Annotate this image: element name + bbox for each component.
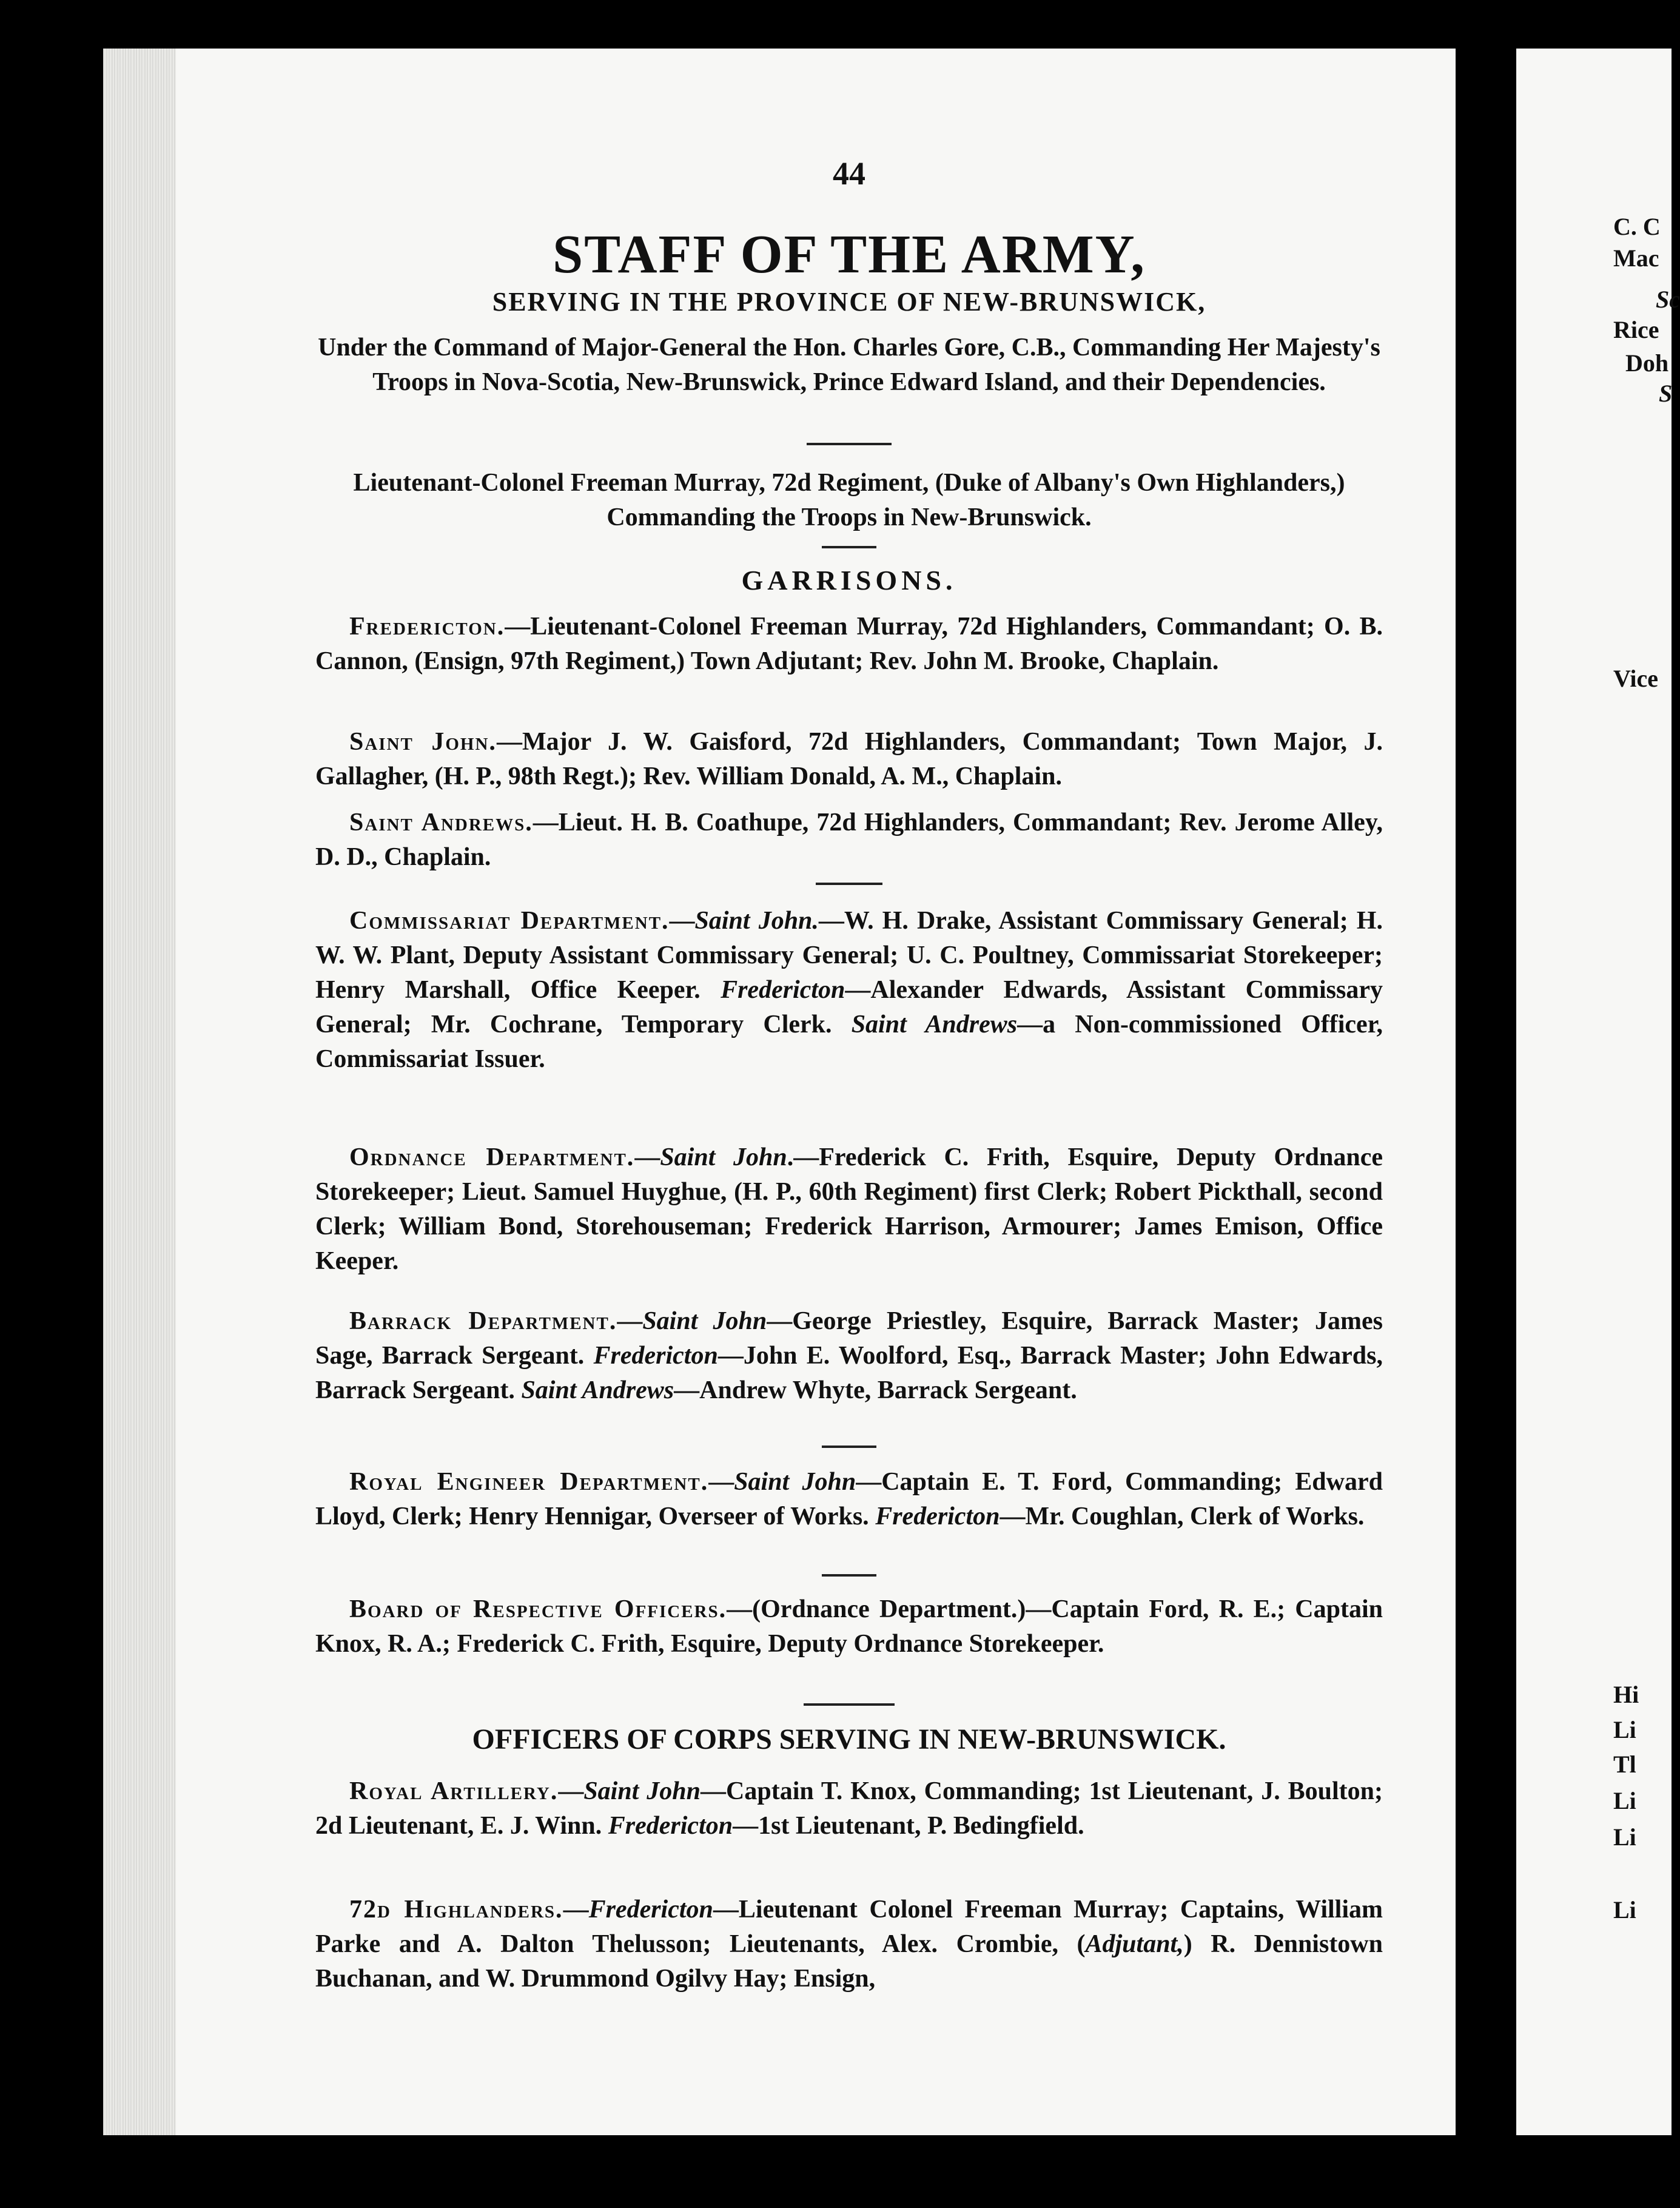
location: Saint John xyxy=(734,1468,856,1496)
location: Fredericton xyxy=(875,1503,1000,1530)
garrison-text: —Major J. W. Gaisford, 72d Highlanders, Commandant; Town Major, J. Gallagher, (H. P., 98th Regt.); Rev. William Donald, A. M., Chaplain. xyxy=(315,728,1383,790)
facing-text: Vice xyxy=(1613,665,1659,692)
location: Fredericton xyxy=(721,976,845,1004)
department-name: Board of Respective Officers. xyxy=(349,1595,727,1623)
department-name: Royal Engineer Department. xyxy=(349,1468,709,1496)
facing-text: Li xyxy=(1613,1787,1636,1814)
artillery-entry: Royal Artillery.—Saint John—Captain T. Knox, Commanding; 1st Lieutenant, J. Boulton; 2d Lieutenant, E. J. Winn. Fredericton—1st Lieutenant, P. Bedingfield. xyxy=(315,1777,1383,1840)
page-stack-edge xyxy=(103,49,176,2135)
facing-text: Mac xyxy=(1613,244,1659,272)
garrison-entry xyxy=(315,610,1383,679)
facing-text: Doh xyxy=(1625,349,1669,377)
divider xyxy=(807,443,892,445)
highlanders-entry: 72d Highlanders.—Fredericton—Lieutenant Colonel Freeman Murray; Captains, William Parke and A. Dalton Thelusson; Lieutenants, Alex. Crombie, (Adjutant,) R. Dennistown Buchanan, and W. Drummond Ogilvy Hay; Ensign, xyxy=(315,1896,1383,1993)
divider xyxy=(804,1703,895,1706)
page-title: STAFF OF THE ARMY, xyxy=(553,224,1146,284)
garrison-entry xyxy=(315,725,1383,794)
location: Fredericton xyxy=(588,1896,713,1924)
department-name: Barrack Department. xyxy=(349,1307,617,1335)
location: Fredericton xyxy=(608,1812,733,1840)
department-name: Commissariat Department. xyxy=(349,907,670,935)
facing-text: C. C xyxy=(1613,213,1661,240)
page-number: 44 xyxy=(833,155,865,192)
location: Saint John xyxy=(583,1777,701,1805)
location: Fredericton xyxy=(593,1342,718,1370)
divider xyxy=(816,883,882,885)
location: Adjutant, xyxy=(1085,1930,1184,1958)
commissariat-entry: Commissariat Department.—Saint John.—W. H. Drake, Assistant Commissary General; H. W. W. Plant, Deputy Assistant Commissary General; U. C. Poultney, Commissariat Storekeeper; Henry Marshall, Office Keeper. Fredericton—Alexander Edwards, Assistant Commissary General; Mr. Cochrane, Temporary Clerk. Saint Andrews—a Non-commissioned Officer, Commissariat Issuer. xyxy=(315,907,1383,1073)
garrison-place: Saint John. xyxy=(349,728,497,756)
location: Saint Andrews xyxy=(521,1376,674,1404)
facing-text: Sc xyxy=(1656,286,1680,313)
ordnance-entry: Ordnance Department.—Saint John.—Frederick C. Frith, Esquire, Deputy Ordnance Storekeeper; Lieut. Samuel Huyghue, (H. P., 60th Regiment) first Clerk; Robert Pickthall, second Clerk; William Bond, Storehouseman; Frederick Harrison, Armourer; James Emison, Office Keeper. xyxy=(315,1143,1383,1275)
barrack-entry: Barrack Department.—Saint John—George Priestley, Esquire, Barrack Master; James Sage, Barrack Sergeant. Fredericton—John E. Woolford, Esq., Barrack Master; John Edwards, Barrack Sergeant. Saint Andrews—Andrew Whyte, Barrack Sergeant. xyxy=(315,1307,1383,1404)
divider xyxy=(822,1446,876,1448)
corps-name: 72d Highlanders. xyxy=(349,1896,563,1924)
location: Saint John xyxy=(660,1143,787,1171)
divider xyxy=(822,1574,876,1577)
facing-text: Li xyxy=(1613,1896,1636,1924)
facing-page-fragment xyxy=(1516,49,1680,2135)
garrison-text: —Lieutenant-Colonel Freeman Murray, 72d Highlanders, Commandant; O. B. Cannon, (Ensign, 97th Regiment,) Town Adjutant; Rev. John M. Brooke, Chaplain. xyxy=(315,613,1383,675)
facing-text: Li xyxy=(1613,1716,1636,1743)
engineer-entry: Royal Engineer Department.—Saint John—Captain E. T. Ford, Commanding; Edward Lloyd, Clerk; Henry Hennigar, Overseer of Works. Fredericton—Mr. Coughlan, Clerk of Works. xyxy=(315,1468,1383,1530)
location: Saint Andrews xyxy=(851,1011,1018,1038)
board-entry: Board of Respective Officers.—(Ordnance Department.)—Captain Ford, R. E.; Captain Knox, R. A.; Frederick C. Frith, Esquire, Deputy Ordnance Storekeeper. xyxy=(315,1595,1383,1658)
corps-name: Royal Artillery. xyxy=(349,1777,559,1805)
lt-colonel-paragraph: Lieutenant-Colonel Freeman Murray, 72d Regiment, (Duke of Albany's Own Highlanders,) Commanding the Troops in New-Brunswick. xyxy=(353,469,1345,531)
divider xyxy=(822,546,876,548)
facing-text: Tl xyxy=(1613,1751,1636,1778)
location: Saint John. xyxy=(694,907,819,935)
department-name: Ordnance Department. xyxy=(349,1143,635,1171)
garrison-entry xyxy=(315,806,1383,875)
garrison-place: Fredericton. xyxy=(349,613,505,641)
command-paragraph: Under the Command of Major-General the Hon. Charles Gore, C.B., Commanding Her Majesty's Troops in Nova-Scotia, New-Brunswick, Prince Edward Island, and their Dependencies. xyxy=(318,334,1380,396)
facing-text: Li xyxy=(1613,1823,1636,1851)
facing-text: Hi xyxy=(1613,1681,1639,1708)
facing-text: Rice xyxy=(1613,316,1659,343)
garrison-place: Saint Andrews. xyxy=(349,809,533,836)
facing-text: S xyxy=(1659,380,1673,407)
location: Saint John xyxy=(642,1307,767,1335)
page-subtitle: SERVING IN THE PROVINCE OF NEW-BRUNSWICK, xyxy=(492,287,1206,317)
garrisons-heading: GARRISONS. xyxy=(741,565,957,596)
corps-heading: OFFICERS OF CORPS SERVING IN NEW-BRUNSWICK. xyxy=(472,1723,1226,1755)
garrison-text: —Lieut. H. B. Coathupe, 72d Highlanders, Commandant; Rev. Jerome Alley, D. D., Chaplain. xyxy=(315,809,1383,871)
